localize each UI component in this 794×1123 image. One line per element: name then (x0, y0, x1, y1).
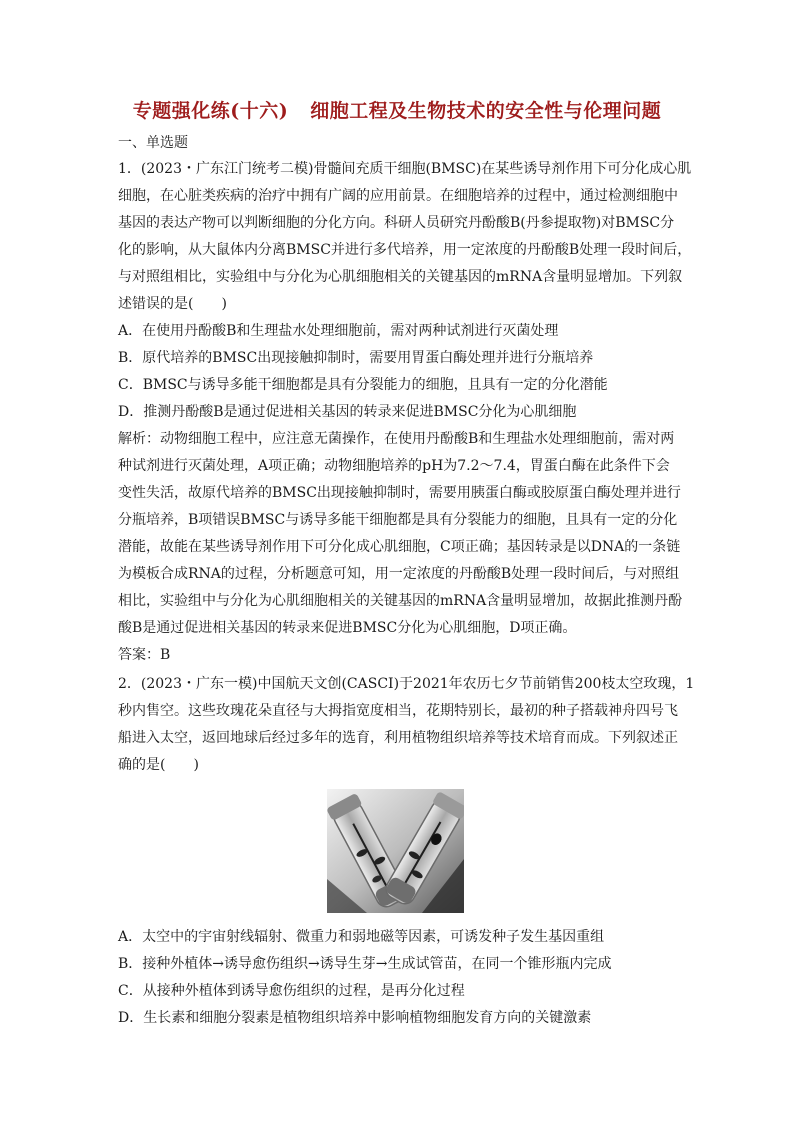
q1-analysis-line: 解析：动物细胞工程中，应注意无菌操作，在使用丹酚酸B和生理盐水处理细胞前，需对两 (118, 431, 675, 447)
q2-option-c: C．从接种外植体到诱导愈伤组织的过程，是再分化过程 (118, 983, 465, 999)
q1-analysis-line: 酸B是通过促进相关基因的转录来促进BMSC分化为心肌细胞，D项正确。 (118, 620, 577, 636)
q1-stem-line: 与对照组相比，实验组中与分化为心肌细胞相关的关键基因的mRNA含量明显增加。下列叙 (118, 269, 683, 285)
q2-stem-line: 2．(2023・广东一模)中国航天文创(CASCI)于2021年农历七夕节前销售200枝太空玫瑰，1 (118, 676, 695, 692)
q1-option-b: B．原代培养的BMSC出现接触抑制时，需要用胃蛋白酶处理并进行分瓶培养 (118, 350, 594, 366)
q1-option-c: C．BMSC与诱导多能干细胞都是具有分裂能力的细胞，且具有一定的分化潜能 (118, 377, 608, 393)
q1-option-d: D．推测丹酚酸B是通过促进相关基因的转录来促进BMSC分化为心肌细胞 (118, 404, 577, 420)
q2-option-a: A．太空中的宇宙射线辐射、微重力和弱地磁等因素，可诱发种子发生基因重组 (118, 929, 605, 945)
section-heading: 一、单选题 (118, 135, 188, 151)
q1-analysis-line: 相比，实验组中与分化为心肌细胞相关的关键基因的mRNA含量明显增加，故据此推测丹酚 (118, 593, 683, 609)
q1-analysis-line: 种试剂进行灭菌处理，A项正确；动物细胞培养的pH为7.2～7.4，胃蛋白酶在此条件下会 (118, 458, 670, 474)
space-rose-photo (327, 789, 464, 913)
q2-stem-line: 确的是( ) (118, 757, 199, 773)
q1-stem-line: 化的影响，从大鼠体内分离BMSC并进行多代培养，用一定浓度的丹酚酸B处理一段时间后， (118, 242, 692, 258)
q2-stem-line: 船进入太空，返回地球后经过多年的选育，利用植物组织培养等技术培育而成。下列叙述正 (118, 730, 678, 746)
q1-analysis-line: 变性失活，故原代培养的BMSC出现接触抑制时，需要用胰蛋白酶或胶原蛋白酶处理并进行 (118, 485, 681, 501)
q1-answer: 答案：B (118, 647, 171, 663)
page-title (0, 96, 794, 123)
q1-analysis-line: 分瓶培养，B项错误BMSC与诱导多能干细胞都是具有分裂能力的细胞，且具有一定的分化 (118, 512, 678, 528)
title-topic: 细胞工程及生物技术的安全性与伦理问题 (310, 100, 662, 122)
q1-analysis-line: 为模板合成RNA的过程，分析题意可知，用一定浓度的丹酚酸B处理一段时间后，与对照组 (118, 566, 680, 582)
q1-stem-line: 基因的表达产物可以判断细胞的分化方向。科研人员研究丹酚酸B(丹参提取物)对BMSC分 (118, 215, 675, 231)
q2-option-b: B．接种外植体→诱导愈伤组织→诱导生芽→生成试管苗，在同一个锥形瓶内完成 (118, 956, 612, 972)
title-series: 专题强化练(十六) (132, 100, 289, 122)
q1-stem-line: 细胞，在心脏类疾病的治疗中拥有广阔的应用前景。在细胞培养的过程中，通过检测细胞中 (118, 188, 678, 204)
space-rose-photo-drawing (327, 789, 464, 913)
q1-analysis-line: 潜能，故能在某些诱导剂作用下可分化成心肌细胞，C项正确；基因转录是以DNA的一条链 (118, 539, 681, 555)
q1-option-a: A．在使用丹酚酸B和生理盐水处理细胞前，需对两种试剂进行灭菌处理 (118, 323, 559, 339)
q2-stem-line: 秒内售空。这些玫瑰花朵直径与大拇指宽度相当，花期特别长，最初的种子搭载神舟四号飞 (118, 703, 678, 719)
q2-option-d: D．生长素和细胞分裂素是植物组织培养中影响植物细胞发育方向的关键激素 (118, 1010, 592, 1026)
q1-stem-line: 述错误的是( ) (118, 296, 227, 312)
q1-stem-line: 1．(2023・广东江门统考二模)骨髓间充质干细胞(BMSC)在某些诱导剂作用下可分化成心肌 (118, 161, 692, 177)
